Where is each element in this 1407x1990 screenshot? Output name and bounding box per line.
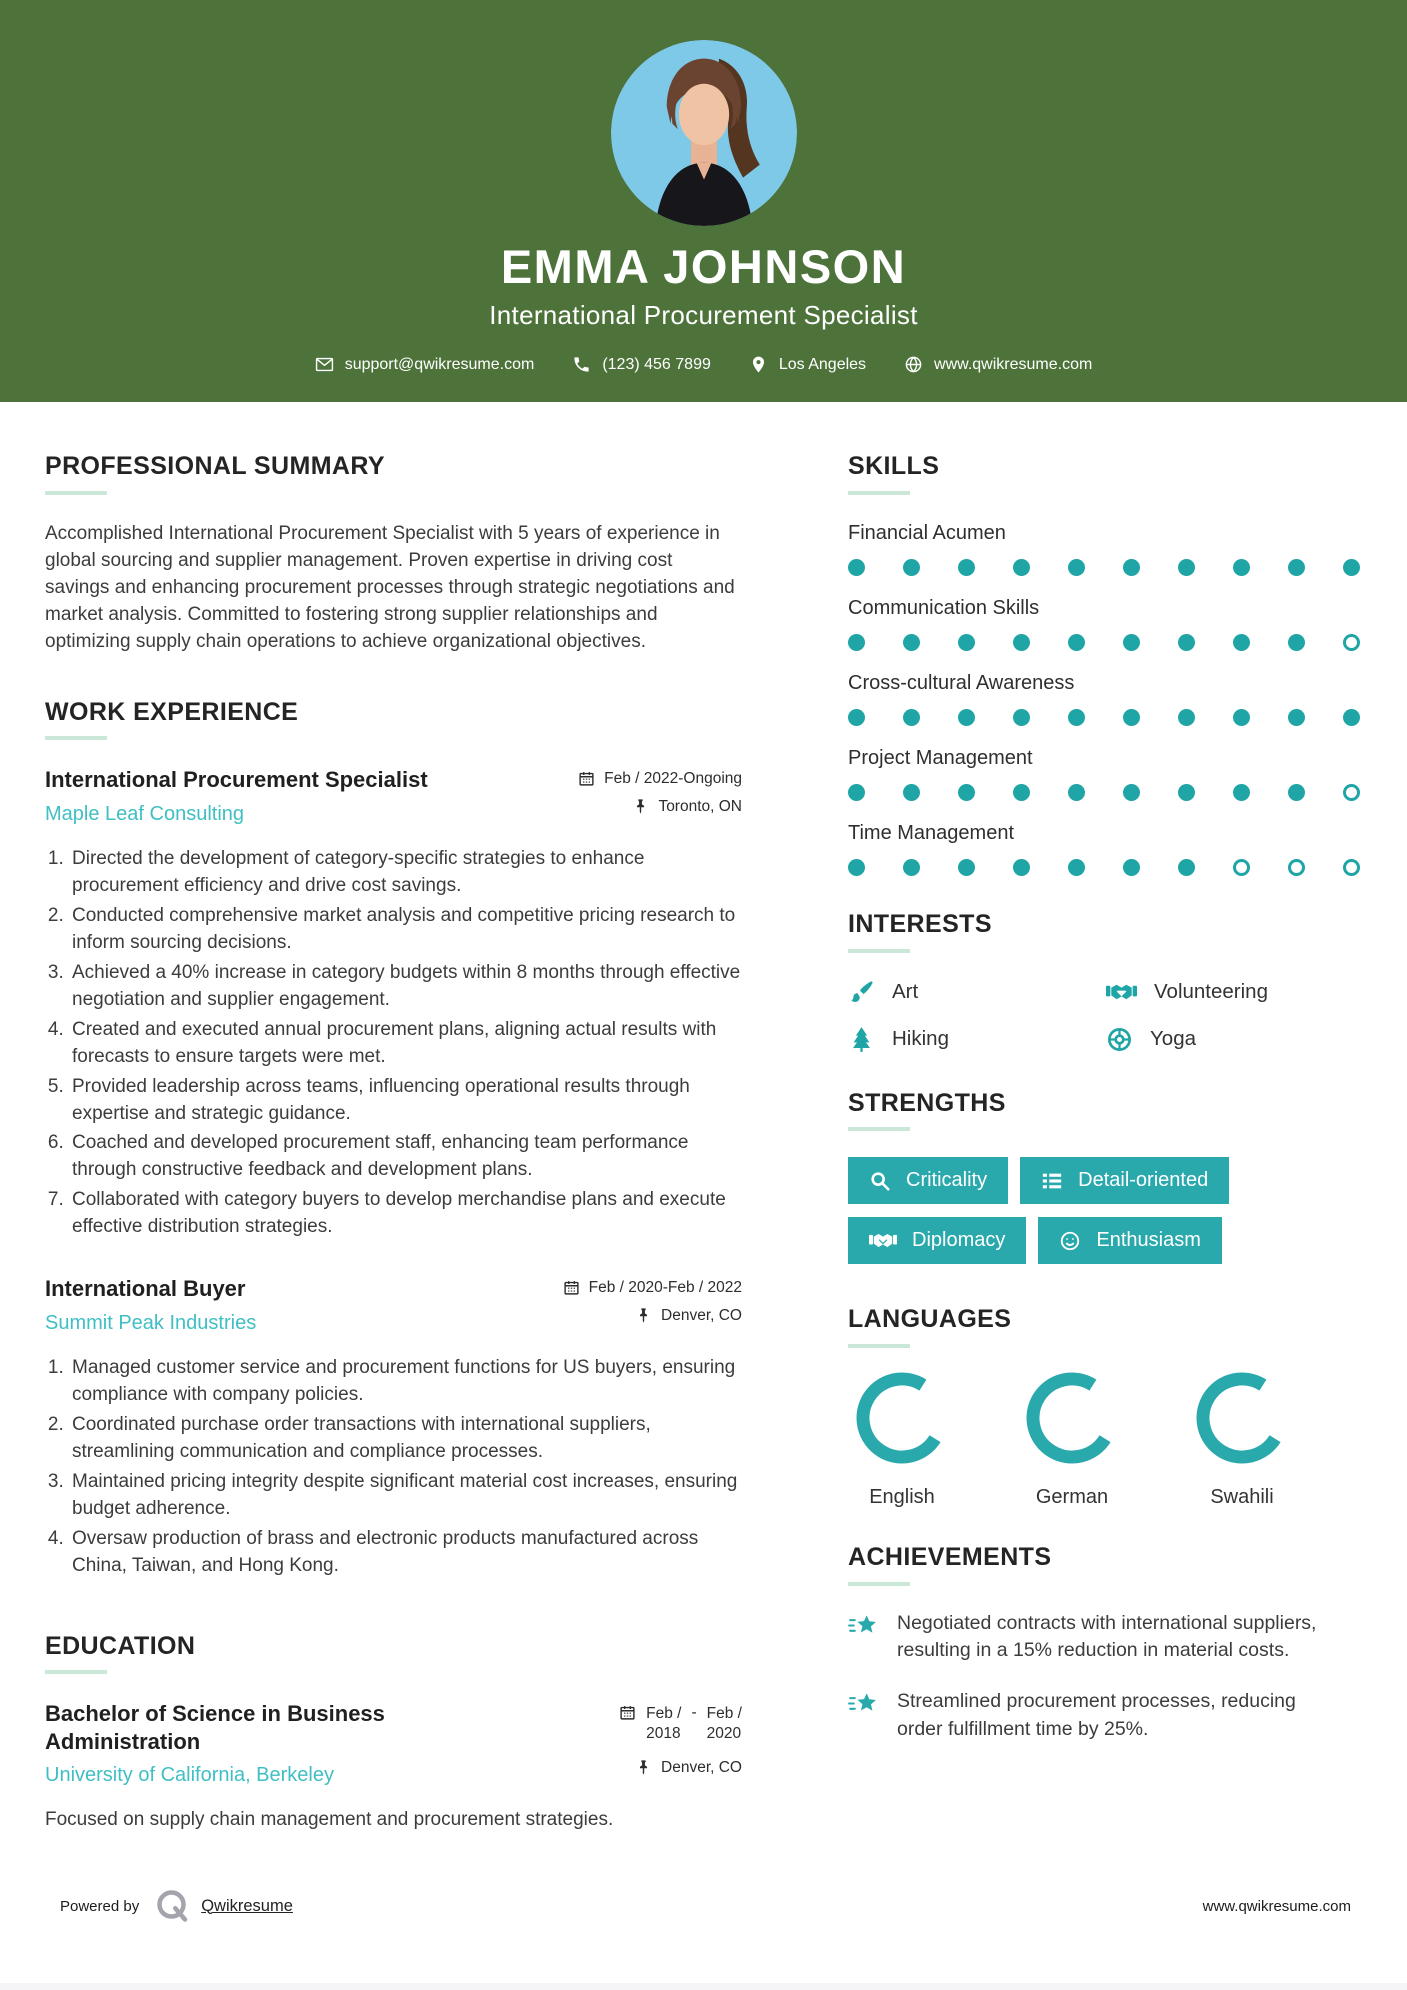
rating-dot-filled (1123, 859, 1140, 876)
envelope-icon (315, 355, 334, 374)
job-bullet: 5. Provided leadership across teams, influencing operational results through expertise and strategic guidance. (69, 1074, 742, 1128)
rating-dot-empty (1288, 859, 1305, 876)
strength-badge (1038, 1217, 1222, 1264)
heading-underline (45, 1670, 107, 1674)
rating-dot-filled (1013, 859, 1030, 876)
pine-tree-icon (848, 1026, 875, 1053)
contact-phone-text: (123) 456 7899 (602, 355, 711, 373)
rating-dot-filled (958, 709, 975, 726)
interest-label: Volunteering (1154, 980, 1268, 1003)
heading-underline (848, 1344, 910, 1348)
strength-label: Detail-oriented (1078, 1169, 1209, 1192)
footer-website[interactable]: www.qwikresume.com (1202, 1897, 1351, 1915)
interests-heading: INTERESTS (848, 909, 992, 938)
header-banner (0, 0, 1407, 402)
job-date (563, 1275, 742, 1297)
rating-dot-filled (1233, 709, 1250, 726)
rating-dot-empty (1233, 859, 1250, 876)
job-bullet: 1. Managed customer service and procurement functions for US buyers, ensuring compliance with company policies. (69, 1355, 742, 1409)
strength-badge (1020, 1157, 1229, 1204)
job-title: International Procurement Specialist (45, 767, 428, 793)
language-item (848, 1372, 956, 1509)
skill-rating-dots (848, 859, 1360, 876)
rating-dot-filled (1123, 559, 1140, 576)
rating-dot-filled (1123, 634, 1140, 651)
skill-label: Communication Skills (848, 596, 1040, 619)
skill-row (848, 747, 1360, 801)
education-note: Focused on supply chain management and procurement strategies. (45, 1809, 614, 1831)
rating-dot-filled (1343, 559, 1360, 576)
content-area (0, 402, 1407, 1873)
interest-item (848, 1026, 1106, 1053)
smiley-icon (1059, 1230, 1081, 1252)
job-bullet: 6. Coached and developed procurement staff, enhancing team performance through constructive feedback and development plans. (69, 1130, 742, 1184)
interest-label: Hiking (892, 1027, 949, 1050)
skill-label: Financial Acumen (848, 521, 1006, 544)
section-professional-summary (45, 452, 742, 656)
achievement-item (848, 1610, 1360, 1665)
education-dates (619, 1700, 742, 1744)
language-progress-ring (856, 1372, 948, 1464)
contact-website[interactable] (904, 355, 1092, 374)
rating-dot-filled (903, 784, 920, 801)
rating-dot-filled (1013, 634, 1030, 651)
languages-row (848, 1372, 1360, 1509)
contact-row (0, 355, 1407, 374)
strength-label: Diplomacy (912, 1229, 1006, 1252)
languages-heading: LANGUAGES (848, 1305, 1012, 1334)
rating-dot-filled (1068, 709, 1085, 726)
rating-dot-filled (958, 784, 975, 801)
skill-rating-dots (848, 559, 1360, 576)
right-column (848, 452, 1360, 1873)
location-pin-icon (749, 355, 768, 374)
strength-label: Enthusiasm (1096, 1229, 1201, 1252)
language-progress-ring (1196, 1372, 1288, 1464)
rating-dot-filled (1068, 859, 1085, 876)
rating-dot-filled (1343, 709, 1360, 726)
contact-website-text: www.qwikresume.com (934, 355, 1093, 373)
skills-heading: SKILLS (848, 452, 940, 480)
job-location-text: Toronto, ON (658, 797, 742, 815)
rating-dot-filled (1178, 709, 1195, 726)
rating-dot-filled (1233, 634, 1250, 651)
rating-dot-filled (958, 634, 975, 651)
rating-dot-filled (903, 709, 920, 726)
language-label: German (1035, 1486, 1109, 1508)
education-date-separator: - (691, 1704, 697, 1722)
qwikresume-logo-icon (155, 1888, 191, 1924)
skill-row (848, 597, 1360, 651)
photo-wrap (0, 0, 1407, 231)
rating-dot-filled (1123, 784, 1140, 801)
skill-rating-dots (848, 709, 1360, 726)
heading-underline (848, 491, 910, 495)
rating-dot-filled (1013, 559, 1030, 576)
rating-dot-filled (848, 634, 865, 651)
rating-dot-filled (1233, 559, 1250, 576)
rating-dot-filled (848, 859, 865, 876)
profile-photo (611, 40, 797, 226)
job-date (578, 766, 742, 788)
job-location-text: Denver, CO (661, 1306, 742, 1324)
section-achievements (848, 1543, 1360, 1743)
job-date-text: Feb / 2020-Feb / 2022 (588, 1279, 742, 1297)
section-languages (848, 1305, 1360, 1509)
job-date-text: Feb / 2022-Ongoing (604, 770, 742, 788)
rating-dot-filled (1068, 784, 1085, 801)
qwikresume-link[interactable]: Qwikresume (201, 1896, 293, 1915)
contact-email[interactable] (315, 355, 535, 374)
star-icon (848, 1690, 880, 1718)
job-bullet-list (45, 846, 742, 1242)
interests-grid (848, 979, 1360, 1053)
rating-dot-filled (1288, 784, 1305, 801)
rating-dot-filled (1068, 559, 1085, 576)
education-date-start: Feb / 2018 (646, 1705, 682, 1743)
job-entry (45, 1275, 742, 1579)
section-work-experience (45, 698, 742, 1580)
section-strengths (848, 1089, 1360, 1278)
skill-row (848, 822, 1360, 876)
magnifier-icon (869, 1170, 891, 1192)
skill-rating-dots (848, 784, 1360, 801)
school-name: University of California, Berkeley (45, 1764, 334, 1787)
job-bullet: 2. Coordinated purchase order transactions with international suppliers, streamlining communication and compliance processes. (69, 1412, 742, 1466)
rating-dot-filled (1178, 784, 1195, 801)
skill-row (848, 672, 1360, 726)
language-item (1018, 1372, 1126, 1509)
footer (60, 1888, 1351, 1924)
rating-dot-filled (1178, 634, 1195, 651)
summary-heading: PROFESSIONAL SUMMARY (45, 452, 385, 480)
rating-dot-filled (1068, 634, 1085, 651)
heading-underline (848, 1127, 910, 1131)
handshake-icon (1106, 979, 1137, 1006)
achievement-text: Negotiated contracts with international suppliers, resulting in a 15% reduction in material costs. (897, 1611, 1317, 1662)
rating-dot-empty (1343, 784, 1360, 801)
rating-dot-filled (1123, 709, 1140, 726)
list-icon (1041, 1170, 1063, 1192)
job-bullet: 4. Oversaw production of brass and electronic products manufactured across China, Taiwan, and Hong Kong. (69, 1526, 742, 1580)
strengths-heading: STRENGTHS (848, 1088, 1006, 1117)
language-label: English (869, 1486, 935, 1508)
skill-rating-dots (848, 634, 1360, 651)
contact-location-text: Los Angeles (778, 355, 867, 373)
section-skills (848, 452, 1360, 876)
heading-underline (45, 491, 107, 495)
language-progress-ring (1026, 1372, 1118, 1464)
calendar-icon (619, 1704, 636, 1721)
achievement-item (848, 1688, 1360, 1743)
rating-dot-filled (958, 559, 975, 576)
education-entry (45, 1700, 742, 1831)
rating-dot-filled (1288, 709, 1305, 726)
powered-by-text: Powered by (60, 1897, 140, 1915)
skill-label: Project Management (848, 746, 1033, 769)
rating-dot-filled (848, 784, 865, 801)
degree-title: Bachelor of Science in Business Administration (45, 1701, 385, 1754)
achievement-text: Streamlined procurement processes, reducing order fulfillment time by 25%. (897, 1690, 1296, 1740)
contact-phone (572, 355, 711, 374)
rating-dot-filled (903, 859, 920, 876)
job-bullet: 2. Conducted comprehensive market analysis and competitive pricing research to inform sourcing decisions. (69, 903, 742, 957)
section-interests (848, 910, 1360, 1053)
job-entry (45, 766, 742, 1241)
paintbrush-icon (848, 979, 875, 1006)
language-label: Swahili (1210, 1486, 1274, 1508)
globe-icon (904, 355, 923, 374)
yoga-wheel-icon (1106, 1026, 1133, 1053)
job-bullet: 7. Collaborated with category buyers to develop merchandise plans and execute effective distribution strategies. (69, 1187, 742, 1241)
education-location-text: Denver, CO (661, 1759, 742, 1777)
summary-text: Accomplished International Procurement Specialist with 5 years of experience in global sourcing and supplier management. Proven expertise in driving cost savings and enhancing procurement processes through strategic negotiations and market analysis. Committed to fostering strong supplier relationships and optimizing supply chain operations to achieve organizational objectives. (45, 522, 735, 653)
pushpin-icon (635, 1759, 652, 1776)
strength-badge (848, 1157, 1008, 1204)
skill-row (848, 522, 1360, 576)
education-date-end: Feb / 2020 (706, 1705, 742, 1743)
education-location (635, 1755, 742, 1777)
interest-item (848, 979, 1106, 1006)
skill-label: Cross-cultural Awareness (848, 671, 1075, 694)
person-name: EMMA JOHNSON (500, 240, 907, 293)
heading-underline (45, 736, 107, 740)
pushpin-icon (632, 798, 649, 815)
heading-underline (848, 1582, 910, 1586)
rating-dot-filled (1288, 634, 1305, 651)
rating-dot-filled (1013, 709, 1030, 726)
job-bullet: 4. Created and executed annual procurement plans, aligning actual results with forecasts to ensure targets were met. (69, 1017, 742, 1071)
heading-underline (848, 949, 910, 953)
page-bottom-strip (0, 1983, 1407, 1990)
language-item (1188, 1372, 1296, 1509)
interest-label: Art (892, 980, 919, 1003)
star-icon (848, 1612, 880, 1640)
handshake-icon (869, 1230, 897, 1252)
pushpin-icon (635, 1307, 652, 1324)
rating-dot-filled (1233, 784, 1250, 801)
work-heading: WORK EXPERIENCE (45, 697, 299, 726)
achievements-heading: ACHIEVEMENTS (848, 1543, 1052, 1571)
job-location (635, 1303, 742, 1325)
calendar-icon (563, 1279, 580, 1296)
calendar-icon (578, 770, 595, 787)
rating-dot-filled (1178, 559, 1195, 576)
interest-item (1106, 1026, 1360, 1053)
rating-dot-filled (1178, 859, 1195, 876)
interest-label: Yoga (1150, 1027, 1196, 1050)
job-company: Summit Peak Industries (45, 1311, 257, 1334)
strengths-grid (848, 1157, 1360, 1277)
rating-dot-filled (903, 559, 920, 576)
education-heading: EDUCATION (45, 1631, 196, 1660)
contact-email-text: support@qwikresume.com (344, 355, 535, 373)
job-bullet: 3. Maintained pricing integrity despite significant material cost increases, ensuring budget adherence. (69, 1469, 742, 1523)
job-bullet: 1. Directed the development of category-specific strategies to enhance procurement efficiency and drive cost savings. (69, 846, 742, 900)
rating-dot-filled (1288, 559, 1305, 576)
interest-item (1106, 979, 1360, 1006)
contact-location (749, 355, 866, 374)
strength-label: Criticality (906, 1169, 988, 1192)
job-bullet: 3. Achieved a 40% increase in category budgets within 8 months through effective negotiation and supplier engagement. (69, 960, 742, 1014)
strength-badge (848, 1217, 1026, 1264)
person-role: International Procurement Specialist (489, 300, 918, 330)
skill-label: Time Management (848, 821, 1014, 844)
rating-dot-filled (848, 709, 865, 726)
job-title: International Buyer (45, 1276, 246, 1302)
rating-dot-filled (848, 559, 865, 576)
job-bullet-list (45, 1355, 742, 1580)
rating-dot-empty (1343, 859, 1360, 876)
rating-dot-filled (903, 634, 920, 651)
rating-dot-filled (958, 859, 975, 876)
section-education (45, 1632, 742, 1832)
job-company: Maple Leaf Consulting (45, 802, 245, 825)
rating-dot-empty (1343, 634, 1360, 651)
phone-icon (572, 355, 591, 374)
rating-dot-filled (1013, 784, 1030, 801)
left-column (45, 452, 790, 1873)
job-location (632, 794, 742, 816)
